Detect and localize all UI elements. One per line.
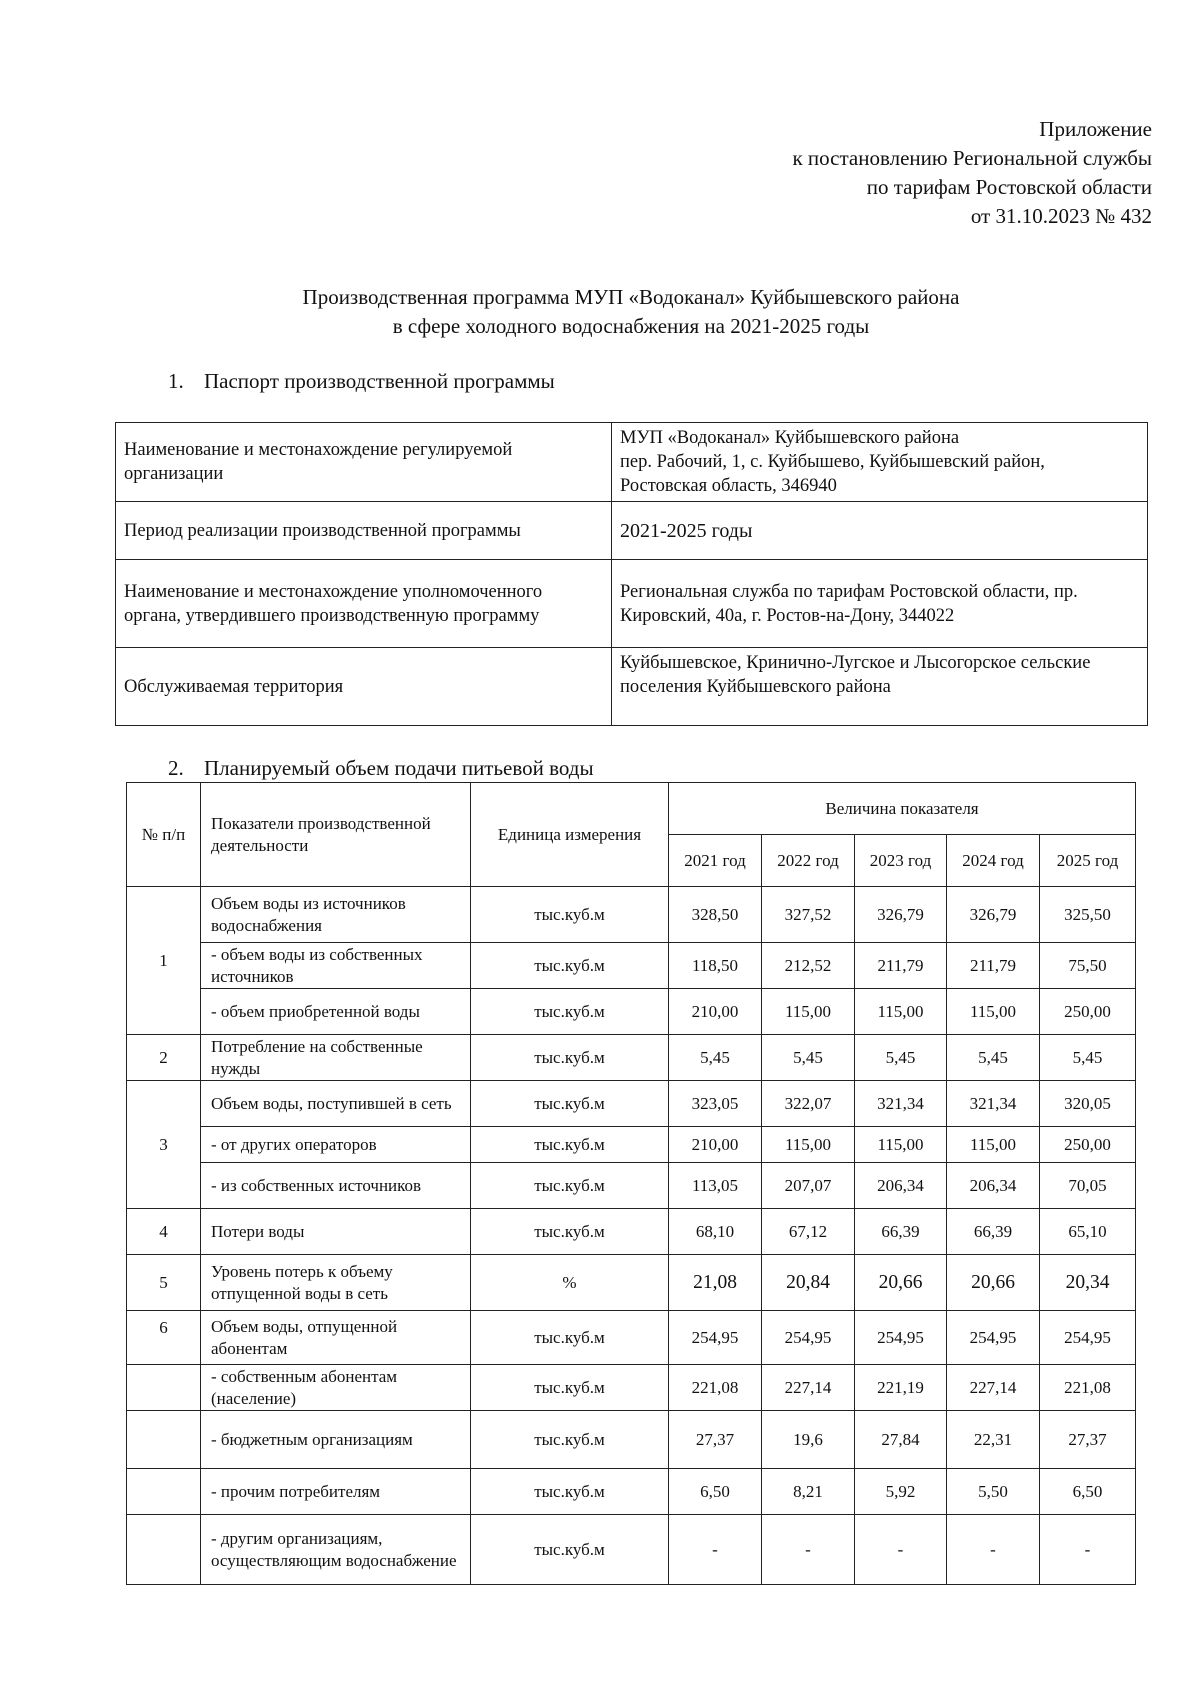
header-year: 2021 год [669, 835, 762, 887]
value-cell: 254,95 [762, 1311, 855, 1365]
header-value: Величина показателя [669, 783, 1136, 835]
row-number: 5 [127, 1255, 201, 1311]
value-cell: 66,39 [855, 1209, 947, 1255]
value-cell: 115,00 [947, 1127, 1040, 1163]
appendix-line: Приложение [1039, 117, 1152, 141]
value-cell: 75,50 [1040, 943, 1136, 989]
value-cell: 254,95 [947, 1311, 1040, 1365]
passport-row [116, 502, 1148, 560]
value-cell: 20,84 [762, 1255, 855, 1311]
indicator-cell: - объем приобретенной воды [201, 989, 471, 1035]
value-cell: 254,95 [1040, 1311, 1136, 1365]
header-year: 2025 год [1040, 835, 1136, 887]
value-cell: 321,34 [947, 1081, 1040, 1127]
indicator-cell: - собственным абонентам (население) [201, 1365, 471, 1411]
value-cell: 66,39 [947, 1209, 1040, 1255]
row-number: 2 [127, 1035, 201, 1081]
table-row [127, 1411, 1136, 1469]
value-cell: 206,34 [947, 1163, 1040, 1209]
table-row [127, 943, 1136, 989]
unit-cell: тыс.куб.м [471, 1515, 669, 1585]
value-cell: 20,66 [855, 1255, 947, 1311]
unit-cell: тыс.куб.м [471, 1163, 669, 1209]
value-cell: 65,10 [1040, 1209, 1136, 1255]
value-cell: 68,10 [669, 1209, 762, 1255]
value-cell: 211,79 [947, 943, 1040, 989]
table-row [127, 1163, 1136, 1209]
value-cell: 227,14 [762, 1365, 855, 1411]
row-number [127, 1469, 201, 1515]
passport-label: Наименование и местонахождение уполномоченного органа, утвердившего производственную программу [116, 560, 612, 648]
value-cell: 210,00 [669, 989, 762, 1035]
value-cell: 5,45 [855, 1035, 947, 1081]
document-title [0, 283, 1200, 341]
value-cell: 325,50 [1040, 887, 1136, 943]
value-cell: 326,79 [947, 887, 1040, 943]
value-cell: 5,50 [947, 1469, 1040, 1515]
section-number: 2. [168, 756, 184, 780]
value-cell: 250,00 [1040, 1127, 1136, 1163]
unit-cell: тыс.куб.м [471, 1127, 669, 1163]
indicator-cell: - объем воды из собственных источников [201, 943, 471, 989]
table-row [127, 1127, 1136, 1163]
table-row [127, 1255, 1136, 1311]
unit-cell: тыс.куб.м [471, 1209, 669, 1255]
value-cell: 250,00 [1040, 989, 1136, 1035]
row-number: 4 [127, 1209, 201, 1255]
value-cell: 27,37 [1040, 1411, 1136, 1469]
section-number: 1. [168, 369, 184, 393]
table-row [127, 887, 1136, 943]
indicator-cell: - от других операторов [201, 1127, 471, 1163]
section-2-heading [168, 755, 594, 781]
header-year: 2024 год [947, 835, 1040, 887]
value-cell: 323,05 [669, 1081, 762, 1127]
value-cell: 207,07 [762, 1163, 855, 1209]
value-cell: 221,08 [669, 1365, 762, 1411]
passport-value: 2021-2025 годы [612, 502, 1148, 560]
value-cell: - [1040, 1515, 1136, 1585]
row-number: 3 [127, 1081, 201, 1209]
indicator-cell: - другим организациям, осуществляющим водоснабжение [201, 1515, 471, 1585]
header-indicator: Показатели производственной деятельности [201, 783, 471, 887]
row-number: 1 [127, 887, 201, 1035]
value-cell: 20,66 [947, 1255, 1040, 1311]
header-number: № п/п [127, 783, 201, 887]
row-number [127, 1365, 201, 1411]
value-cell: 115,00 [855, 1127, 947, 1163]
table-body [127, 887, 1136, 1585]
value-cell: 115,00 [762, 989, 855, 1035]
unit-cell: тыс.куб.м [471, 1311, 669, 1365]
unit-cell: тыс.куб.м [471, 887, 669, 943]
appendix-line: по тарифам Ростовской области [866, 175, 1152, 199]
table-row [127, 989, 1136, 1035]
appendix-header [792, 115, 1152, 231]
value-cell: 227,14 [947, 1365, 1040, 1411]
passport-value: Региональная служба по тарифам Ростовской области, пр. Кировский, 40а, г. Ростов-на-Дону, 344022 [612, 560, 1148, 648]
value-cell: - [762, 1515, 855, 1585]
value-cell: 118,50 [669, 943, 762, 989]
indicator-cell: - прочим потребителям [201, 1469, 471, 1515]
unit-cell: тыс.куб.м [471, 1365, 669, 1411]
value-cell: 327,52 [762, 887, 855, 943]
appendix-line: к постановлению Региональной службы [792, 146, 1152, 170]
row-number: 6 [127, 1311, 201, 1365]
value-cell: 211,79 [855, 943, 947, 989]
unit-cell: тыс.куб.м [471, 943, 669, 989]
value-cell: 320,05 [1040, 1081, 1136, 1127]
unit-cell: % [471, 1255, 669, 1311]
value-cell: 5,45 [669, 1035, 762, 1081]
appendix-date-number: от 31.10.2023 № 432 [970, 204, 1152, 228]
value-cell: 206,34 [855, 1163, 947, 1209]
unit-cell: тыс.куб.м [471, 1081, 669, 1127]
indicator-cell: - из собственных источников [201, 1163, 471, 1209]
value-cell: 5,45 [762, 1035, 855, 1081]
value-cell: 67,12 [762, 1209, 855, 1255]
value-cell: 115,00 [947, 989, 1040, 1035]
passport-value [612, 423, 1148, 502]
table-row [127, 1209, 1136, 1255]
value-cell: 212,52 [762, 943, 855, 989]
value-cell: 19,6 [762, 1411, 855, 1469]
indicator-cell: Потери воды [201, 1209, 471, 1255]
indicator-cell: Объем воды, отпущенной абонентам [201, 1311, 471, 1365]
section-title: Паспорт производственной программы [204, 369, 555, 393]
section-1-heading [168, 368, 555, 394]
passport-label: Обслуживаемая территория [116, 648, 612, 726]
header-unit: Единица измерения [471, 783, 669, 887]
header-year: 2022 год [762, 835, 855, 887]
value-cell: 22,31 [947, 1411, 1040, 1469]
value-cell: 210,00 [669, 1127, 762, 1163]
indicator-cell: - бюджетным организациям [201, 1411, 471, 1469]
value-cell: 6,50 [1040, 1469, 1136, 1515]
passport-row [116, 648, 1148, 726]
table-row [127, 1515, 1136, 1585]
table-row [127, 1311, 1136, 1365]
value-cell: 6,50 [669, 1469, 762, 1515]
passport-label: Период реализации производственной программы [116, 502, 612, 560]
value-cell: 328,50 [669, 887, 762, 943]
document-title-line: в сфере холодного водоснабжения на 2021-2025 годы [392, 314, 870, 338]
value-cell: 5,92 [855, 1469, 947, 1515]
value-cell: 254,95 [855, 1311, 947, 1365]
value-cell: 321,34 [855, 1081, 947, 1127]
value-cell: 27,84 [855, 1411, 947, 1469]
document-title-line: Производственная программа МУП «Водоканал» Куйбышевского района [302, 285, 960, 309]
table-row [127, 1081, 1136, 1127]
unit-cell: тыс.куб.м [471, 1411, 669, 1469]
water-volume-table [126, 782, 1136, 1585]
value-cell: - [855, 1515, 947, 1585]
value-cell: 70,05 [1040, 1163, 1136, 1209]
table-row [127, 1469, 1136, 1515]
indicator-cell: Уровень потерь к объему отпущенной воды в сеть [201, 1255, 471, 1311]
value-cell: 20,34 [1040, 1255, 1136, 1311]
indicator-cell: Потребление на собственные нужды [201, 1035, 471, 1081]
value-cell: 254,95 [669, 1311, 762, 1365]
passport-label: Наименование и местонахождение регулируемой организации [116, 423, 612, 502]
value-cell: 326,79 [855, 887, 947, 943]
value-cell: - [669, 1515, 762, 1585]
unit-cell: тыс.куб.м [471, 1035, 669, 1081]
unit-cell: тыс.куб.м [471, 1469, 669, 1515]
passport-table [115, 422, 1148, 726]
value-cell: 21,08 [669, 1255, 762, 1311]
table-header-row [127, 783, 1136, 835]
value-cell: 221,08 [1040, 1365, 1136, 1411]
header-year: 2023 год [855, 835, 947, 887]
row-number [127, 1515, 201, 1585]
unit-cell: тыс.куб.м [471, 989, 669, 1035]
passport-value-line: пер. Рабочий, 1, с. Куйбышево, Куйбышевский район, [620, 452, 1045, 472]
row-number [127, 1411, 201, 1469]
indicator-cell: Объем воды из источников водоснабжения [201, 887, 471, 943]
value-cell: 115,00 [762, 1127, 855, 1163]
value-cell: 8,21 [762, 1469, 855, 1515]
passport-row [116, 423, 1148, 502]
passport-value-line: Ростовская область, 346940 [620, 476, 837, 496]
passport-value-line: МУП «Водоканал» Куйбышевского района [620, 428, 960, 448]
value-cell: 221,19 [855, 1365, 947, 1411]
table-row [127, 1035, 1136, 1081]
indicator-cell: Объем воды, поступившей в сеть [201, 1081, 471, 1127]
table-row [127, 1365, 1136, 1411]
value-cell: 115,00 [855, 989, 947, 1035]
value-cell: 27,37 [669, 1411, 762, 1469]
value-cell: 5,45 [947, 1035, 1040, 1081]
value-cell: 113,05 [669, 1163, 762, 1209]
value-cell: - [947, 1515, 1040, 1585]
section-title: Планируемый объем подачи питьевой воды [204, 756, 594, 780]
passport-row [116, 560, 1148, 648]
passport-value: Куйбышевское, Кринично-Лугское и Лысогорское сельские поселения Куйбышевского района [612, 648, 1148, 726]
value-cell: 322,07 [762, 1081, 855, 1127]
value-cell: 5,45 [1040, 1035, 1136, 1081]
